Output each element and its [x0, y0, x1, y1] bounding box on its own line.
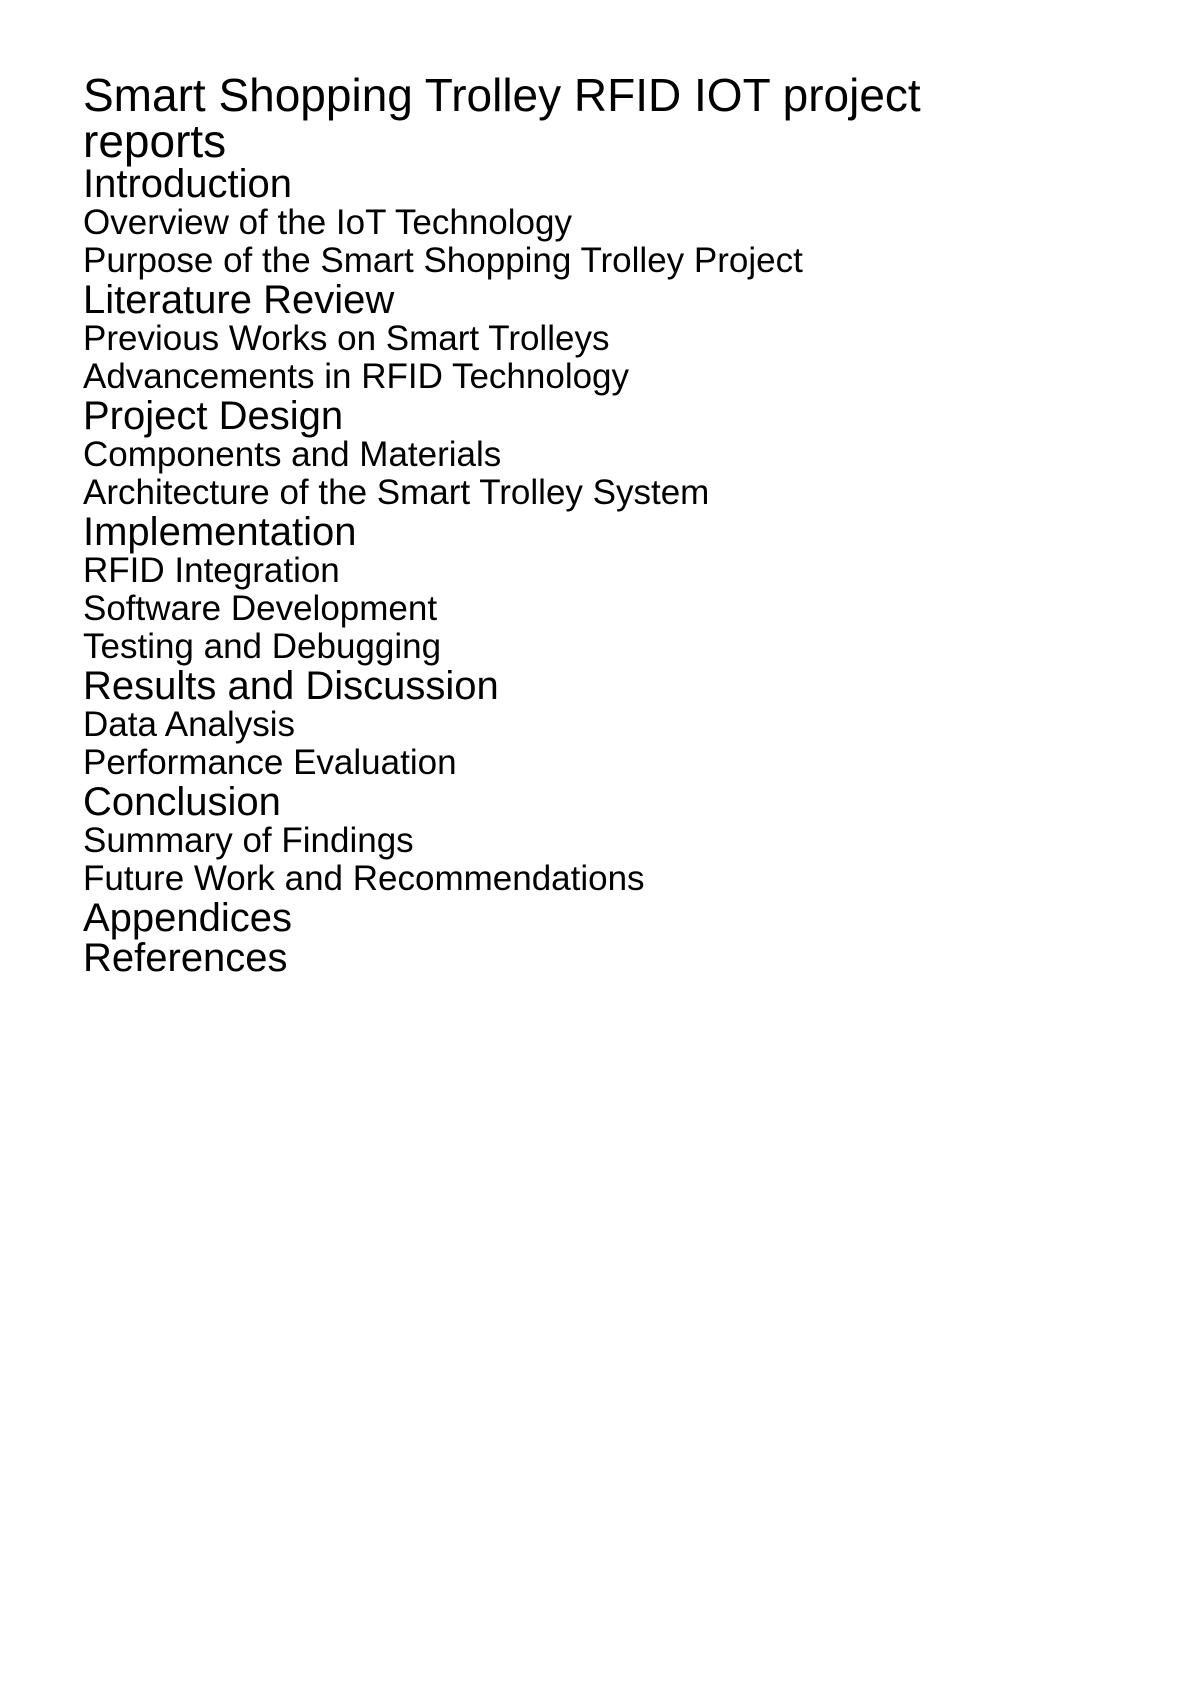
- subsection-heading: Performance Evaluation: [83, 743, 457, 782]
- subsection-list: [83, 436, 1123, 512]
- subsection-heading: Previous Works on Smart Trolleys: [83, 319, 610, 358]
- subsection-heading: Overview of the IoT Technology: [83, 203, 572, 242]
- subsection-heading: RFID Integration: [83, 551, 340, 590]
- section-appendices: [83, 898, 1123, 938]
- section-conclusion: [83, 782, 1123, 898]
- section-heading: Implementation: [83, 510, 357, 554]
- section-heading: Conclusion: [83, 780, 281, 824]
- subsection-heading: Purpose of the Smart Shopping Trolley Project: [83, 241, 803, 280]
- section-implementation: [83, 512, 1123, 666]
- section-project-design: [83, 396, 1123, 512]
- subsection-heading: Summary of Findings: [83, 821, 414, 860]
- section-heading: Project Design: [83, 394, 344, 438]
- section-heading: References: [83, 936, 288, 980]
- subsection-heading: Future Work and Recommendations: [83, 859, 645, 898]
- subsection-heading: Software Development: [83, 589, 438, 628]
- section-heading: Literature Review: [83, 278, 395, 322]
- subsection-list: [83, 552, 1123, 666]
- subsection-list: [83, 706, 1123, 782]
- section-heading: Appendices: [83, 896, 293, 940]
- section-heading: Results and Discussion: [83, 664, 499, 708]
- section-results-and-discussion: [83, 666, 1123, 782]
- subsection-heading: Architecture of the Smart Trolley System: [83, 473, 710, 512]
- section-heading: Introduction: [83, 162, 293, 206]
- subsection-list: [83, 320, 1123, 396]
- section-introduction: [83, 164, 1123, 280]
- subsection-heading: Components and Materials: [83, 435, 502, 474]
- subsection-heading: Data Analysis: [83, 705, 296, 744]
- document-page: [83, 69, 1123, 980]
- section-literature-review: [83, 280, 1123, 396]
- document-title: Smart Shopping Trolley RFID IOT project reports: [83, 69, 921, 167]
- subsection-list: [83, 822, 1123, 898]
- section-references: [83, 938, 1123, 978]
- subsection-heading: Testing and Debugging: [83, 627, 442, 666]
- subsection-list: [83, 204, 1123, 280]
- subsection-heading: Advancements in RFID Technology: [83, 357, 630, 396]
